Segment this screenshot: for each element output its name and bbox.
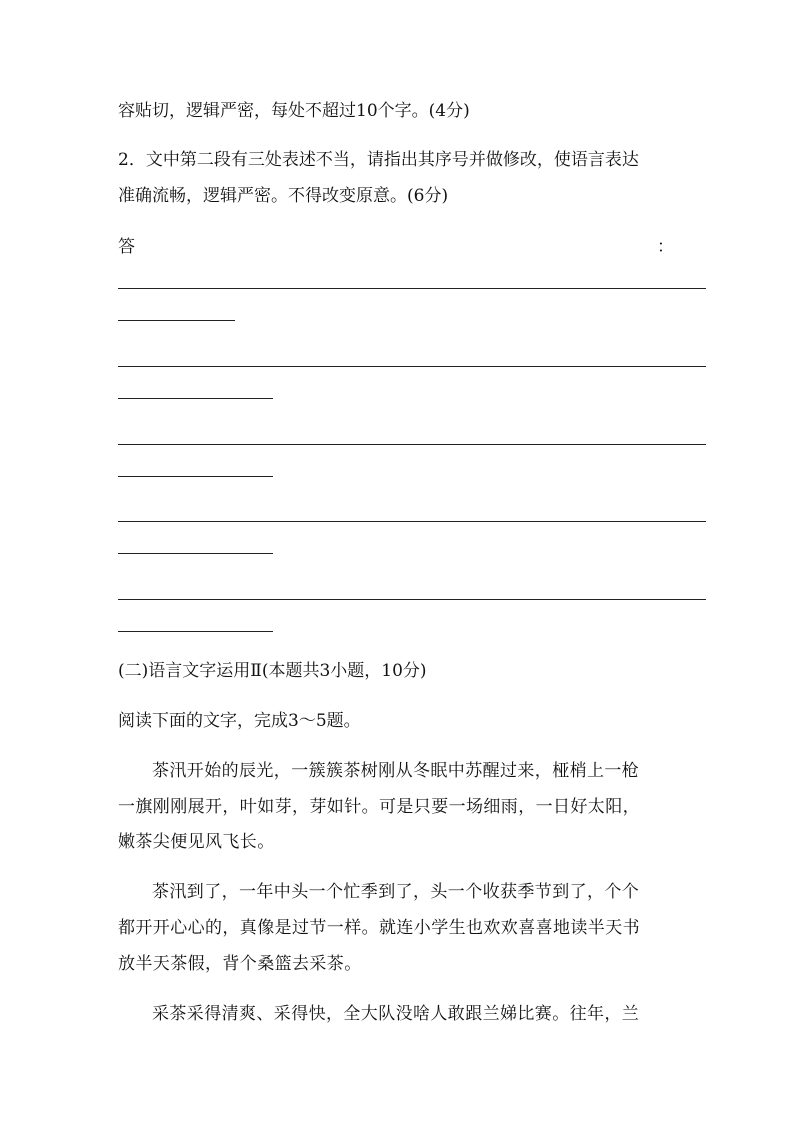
section-instruction: 阅读下面的文字，完成3～5题。 bbox=[118, 711, 361, 731]
passage-p2-line3: 放半天茶假，背个桑篮去采茶。 bbox=[118, 954, 362, 974]
answer-line-1b[interactable] bbox=[118, 320, 235, 321]
passage-p1-line1: 茶汛开始的辰光，一簇簇茶树刚从冬眠中苏醒过来，桠梢上一枪 bbox=[152, 761, 640, 781]
answer-line-3[interactable] bbox=[118, 444, 706, 445]
passage-p1-line3: 嫩茶尖便见风飞长。 bbox=[118, 832, 275, 852]
answer-label: 答 bbox=[118, 237, 135, 257]
passage-p1-line2: 一旗刚刚展开，叶如芽，芽如针。可是只要一场细雨，一日好太阳， bbox=[118, 797, 640, 817]
passage-p2-line1: 茶汛到了，一年中头一个忙季到了，头一个收获季节到了，个个 bbox=[152, 882, 640, 902]
question1-tail: 容贴切，逻辑严密，每处不超过10个字。(4分) bbox=[118, 101, 470, 121]
answer-line-4b[interactable] bbox=[118, 553, 273, 554]
question2-line2: 准确流畅，逻辑严密。不得改变原意。(6分) bbox=[118, 186, 449, 206]
passage-p2-line2: 都开开心心的，真像是过节一样。就连小学生也欢欢喜喜地读半天书 bbox=[118, 918, 640, 938]
answer-colon: ： bbox=[657, 237, 674, 257]
answer-line-5b[interactable] bbox=[118, 631, 273, 632]
answer-line-2b[interactable] bbox=[118, 398, 273, 399]
question2-line1: 2．文中第二段有三处表述不当，请指出其序号并做修改，使语言表达 bbox=[118, 150, 639, 170]
passage-p3-line1: 采茶采得清爽、采得快，全大队没啥人敢跟兰娣比赛。往年，兰 bbox=[152, 1004, 640, 1024]
answer-line-1[interactable] bbox=[118, 288, 706, 289]
answer-line-2[interactable] bbox=[118, 366, 706, 367]
answer-line-5[interactable] bbox=[118, 599, 706, 600]
section-heading: (二)语言文字运用Ⅱ(本题共3小题，10分) bbox=[118, 661, 427, 681]
answer-line-3b[interactable] bbox=[118, 476, 273, 477]
answer-line-4[interactable] bbox=[118, 521, 706, 522]
